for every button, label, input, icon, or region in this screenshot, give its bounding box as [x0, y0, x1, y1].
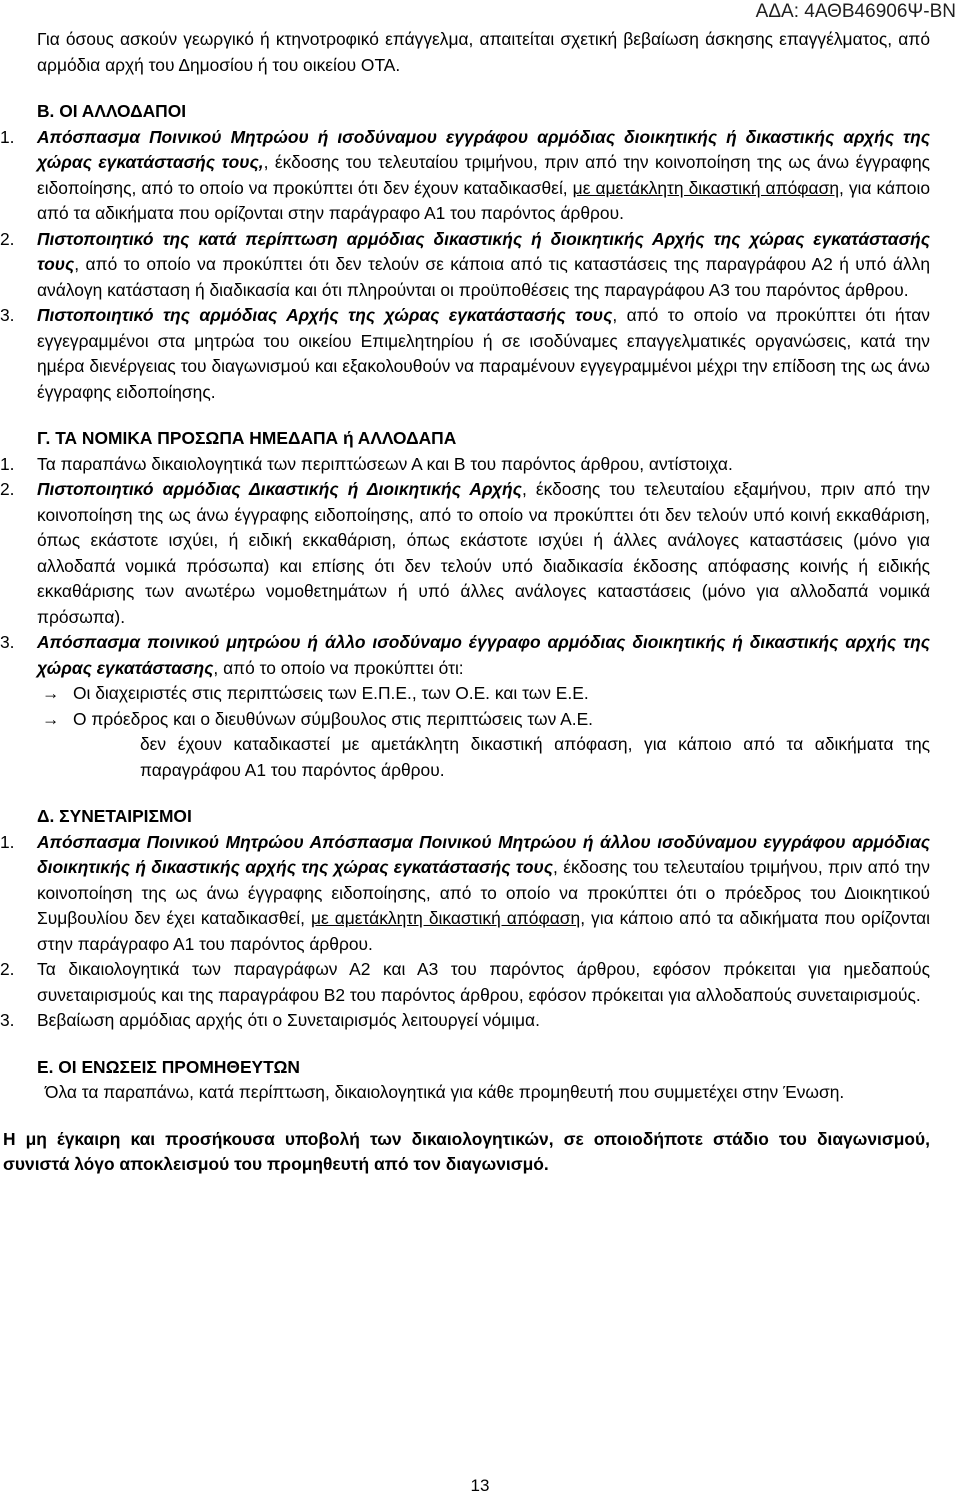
item-text	[37, 830, 930, 958]
section-d-heading: Δ. ΣΥΝΕΤΑΙΡΙΣΜΟΙ	[37, 806, 192, 826]
section-e-heading: Ε. ΟΙ ΕΝΩΣΕΙΣ ΠΡΟΜΗΘΕΥΤΩΝ	[37, 1056, 300, 1077]
page-number: 13	[470, 1476, 490, 1495]
section-d-item-1	[0, 830, 931, 958]
section-b-item-1	[0, 125, 931, 227]
item-number: 2.	[0, 228, 15, 249]
arrow-icon: →	[42, 683, 60, 703]
item-number: 1.	[0, 453, 15, 474]
plain-text: , έκδοσης του τελευταίου τριμήνου, πριν από την κοινοποίηση της ως άνω έγγραφης ειδοποίησης, από το οποίο να προκύπτει ότι δεν έχουν καταδικασθεί,	[37, 152, 931, 198]
item-number: 2.	[0, 959, 15, 979]
item-text	[37, 477, 930, 630]
section-c-heading: Γ. ΤΑ ΝΟΜΙΚΑ ΠΡΟΣΩΠΑ ΗΜΕΔΑΠΑ ή ΑΛΛΟΔΑΠΑ	[37, 428, 457, 448]
bold-italic-text: Απόσπασμα Ποινικού Μητρώου ή ισοδύναμου εγγράφου αρμόδιας διοικητικής ή δικαστικής αρχής της χώρας εγκατάστασής τους,	[37, 126, 930, 172]
intro-paragraph: Για όσους ασκούν γεωργικό ή κτηνοτροφικό επάγγελμα, απαιτείται σχετική βεβαίωση άσκησης επαγγέλματος, από αρμόδια αρχή του Δημοσίου ή του οικείου ΟΤΑ.	[37, 29, 930, 75]
bullet-text: Ο πρόεδρος και ο διευθύνων σύμβουλος στις περιπτώσεις των Α.Ε.	[73, 708, 594, 729]
item-number: 1.	[0, 126, 15, 147]
section-b-item-2	[0, 227, 930, 304]
section-c-conclusion: δεν έχουν καταδικαστεί με αμετάκλητη δικαστική απόφαση, για κάποιο από τα αδικήματα της παραγράφου Α1 του παρόντος άρθρου.	[140, 734, 930, 780]
section-b-heading: Β. ΟΙ ΑΛΛΟΔΑΠΟΙ	[37, 101, 187, 121]
bullet-item	[42, 707, 930, 733]
item-text: Βεβαίωση αρμόδιας αρχής ότι ο Συνεταιρισμός λειτουργεί νόμιμα.	[37, 1010, 540, 1030]
bold-italic-text: Απόσπασμα Ποινικού Μητρώου Απόσπασμα Ποινικού Μητρώου ή άλλου ισοδύναμου εγγράφου αρμόδιας διοικητικής ή δικαστικής αρχής της χώρας εγκατάστασής τους	[37, 831, 930, 877]
final-notice: Η μη έγκαιρη και προσήκουσα υποβολή των δικαιολογητικών, σε οποιοδήποτε στάδιο του διαγωνισμού, συνιστά λόγο αποκλεισμού του προμηθευτή από τον διαγωνισμό.	[3, 1128, 930, 1174]
item-text: Τα δικαιολογητικά των παραγράφων Α2 και Α3 του παρόντος άρθρου, εφόσον πρόκειται για ημεδαπούς συνεταιρισμούς και της παραγράφου Β2 του παρόντος άρθρου, εφόσον πρόκειται για αλλοδαπούς συνεταιρισμούς.	[37, 959, 930, 1005]
plain-text: , για κάποιο από τα αδικήματα που ορίζονται στην παράγραφο Α1 του παρόντος άρθρου.	[37, 177, 930, 223]
item-text	[37, 227, 930, 304]
plain-text: , από το οποίο να προκύπτει ότι:	[213, 657, 464, 678]
section-c-item-2	[0, 477, 930, 630]
bold-italic-text: Πιστοποιητικό της αρμόδιας Αρχής της χώρας εγκατάστασής τους	[37, 305, 613, 325]
plain-text: , έκδοσης του τελευταίου εξαμήνου, πριν από την κοινοποίηση της ως άνω έγγραφης ειδοποίησης, από το οποίο να προκύπτει ότι δεν τελούν υπό κοινή εκκαθάριση, όπως εκάστοτε ισχύει, ή ειδική εκκαθάριση, όπως εκάστοτε ισχύει ή άλλες ανάλογες καταστάσεις (μόνο για αλλοδαπά νομικά πρόσωπα) και επίσης ότι δεν τελούν υπό διαδικασία έκδοσης απόφασης κοινής ή ειδικής εκκαθάρισης των ανωτέρω νομοθετημάτων ή υπό άλλες ανάλογες καταστάσεις (μόνο για αλλοδαπά νομικά πρόσωπα).	[37, 479, 930, 627]
ada-code: ΑΔΑ: 4ΑΘΒ46906Ψ-ΒΝ	[755, 1, 956, 22]
arrow-icon: →	[42, 708, 60, 729]
item-text	[37, 303, 930, 405]
document-page	[0, 27, 931, 1178]
bold-italic-text: Πιστοποιητικό αρμόδιας Δικαστικής ή Διοικητικής Αρχής	[37, 479, 522, 499]
item-number: 1.	[0, 831, 15, 852]
item-number: 3.	[0, 1010, 15, 1030]
underlined-text: με αμετάκλητη δικαστική απόφαση	[572, 177, 839, 198]
item-text	[37, 125, 930, 227]
section-d-item-3	[0, 1008, 930, 1034]
plain-text: , για κάποιο από τα αδικήματα που ορίζονται στην παράγραφο Α1 του παρόντος άρθρου.	[37, 908, 931, 954]
plain-text: , έκδοσης του τελευταίου τριμήνου, πριν από την κοινοποίηση της ως άνω έγγραφης ειδοποίησης, από το οποίο να προκύπτει ότι ο πρόεδρος του Διοικητικού Συμβουλίου δεν έχει καταδικασθεί,	[37, 857, 930, 928]
item-number: 2.	[0, 479, 15, 499]
section-b-item-3	[0, 303, 930, 405]
section-e-text: Όλα τα παραπάνω, κατά περίπτωση, δικαιολογητικά για κάθε προμηθευτή που συμμετέχει στην Ένωση.	[45, 1082, 845, 1102]
section-c-item-1	[0, 452, 930, 478]
plain-text: , από το οποίο να προκύπτει ότι δεν τελούν σε κάποια από τις καταστάσεις της παραγράφου Α2 ή υπό άλλη ανάλογη κατάσταση ή διαδικασία και ότι πληρούνται οι προϋποθέσεις της παραγράφου Α3 του παρόντος άρθρου.	[37, 254, 930, 300]
section-c-item-3	[0, 630, 930, 681]
bullet-text: Οι διαχειριστές στις περιπτώσεις των Ε.Π.Ε., των Ο.Ε. και των Ε.Ε.	[73, 683, 589, 703]
item-number: 3.	[0, 305, 15, 325]
bold-italic-text: Πιστοποιητικό της κατά περίπτωση αρμόδιας δικαστικής ή διοικητικής Αρχής της χώρας εγκατάστασής τους	[37, 228, 930, 274]
bullet-item	[42, 681, 930, 707]
item-number: 3.	[0, 632, 15, 652]
plain-text: , από το οποίο να προκύπτει ότι ήταν εγγεγραμμένοι στα μητρώα του οικείου Επιμελητηρίου ή σε ισοδύναμες επαγγελματικές οργανώσεις, κατά την ημέρα διενέργειας του διαγωνισμού και εξακολουθούν να παραμένουν εγγεγραμμένοι μέχρι την επίδοση της ως άνω έγγραφης ειδοποίησης.	[37, 305, 930, 402]
bold-italic-text: Απόσπασμα ποινικού μητρώου ή άλλο ισοδύναμο έγγραφο αρμόδιας διοικητικής ή δικαστικής αρχής της χώρας εγκατάστασης	[37, 632, 930, 678]
item-text: Τα παραπάνω δικαιολογητικά των περιπτώσεων Α και Β του παρόντος άρθρου, αντίστοιχα.	[37, 453, 733, 474]
underlined-text: με αμετάκλητη δικαστική απόφαση	[310, 908, 581, 928]
section-d-item-2	[0, 957, 930, 1008]
item-text	[37, 630, 930, 681]
